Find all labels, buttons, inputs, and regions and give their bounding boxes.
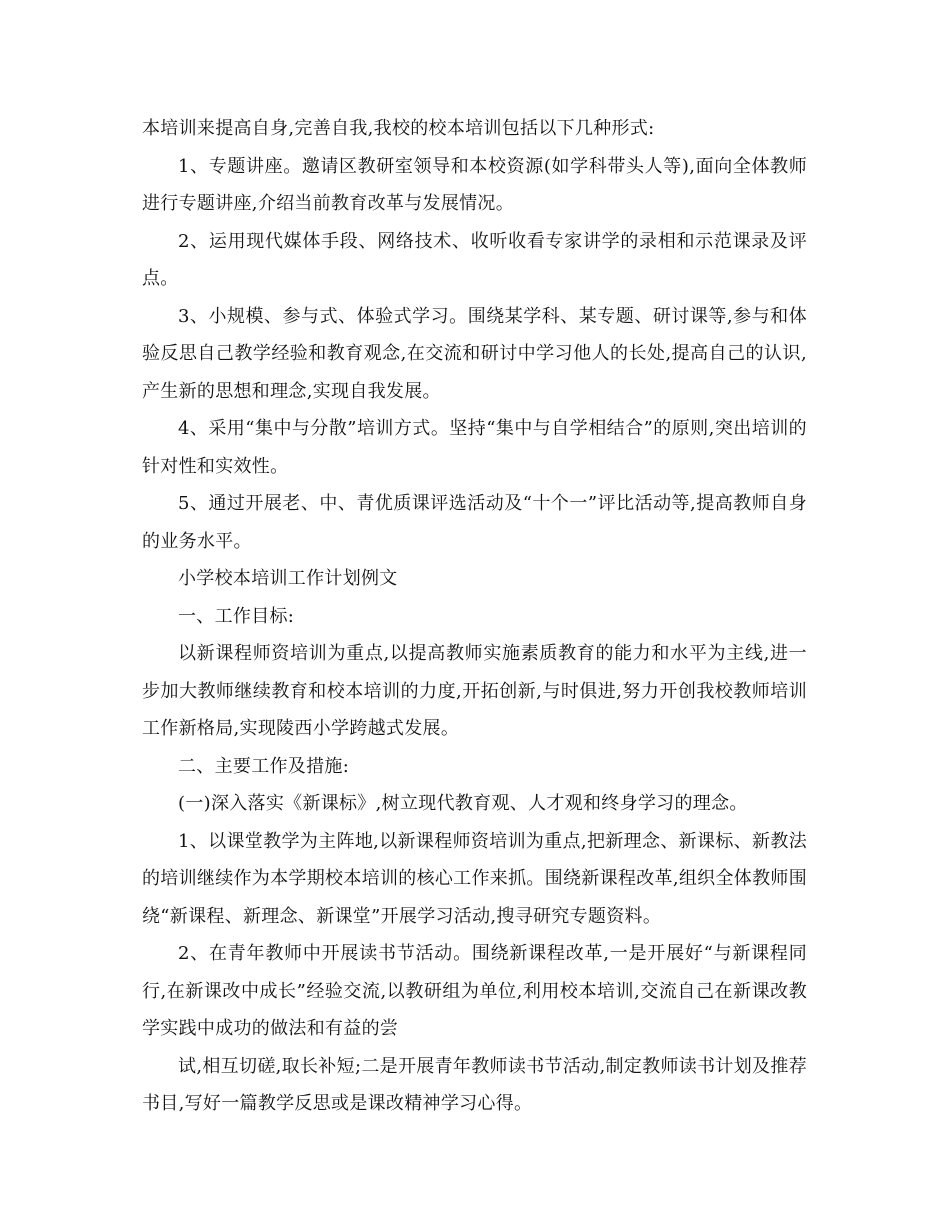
section-title: 小学校本培训工作计划例文: [178, 568, 398, 589]
document-body: [142, 110, 807, 1123]
paragraph-intro: 本培训来提高自身,完善自我,我校的校本培训包括以下几种形式:: [142, 118, 655, 139]
paragraph-measure-1: 1、以课堂教学为主阵地,以新课程师资培训为重点,把新理念、新课标、新教法的培训继续作为本学期校本培训的核心工作来抓。围绕新课程改革,组织全体教师围绕“新课程、新理念、新课堂”开展学习活动,搜寻研究专题资料。: [142, 830, 807, 927]
paragraph-item-4: 4、采用“集中与分散”培训方式。坚持“集中与自学相结合”的原则,突出培训的针对性和实效性。: [142, 418, 807, 477]
paragraph-measure-2-cont: 试,相互切磋,取长补短;二是开展青年教师读书节活动,制定教师读书计划及推荐书目,写好一篇教学反思或是课改精神学习心得。: [142, 1055, 807, 1114]
subheading-curriculum: (一)深入落实《新课标》,树立现代教育观、人才观和终身学习的理念。: [178, 793, 748, 814]
paragraph-item-3: 3、小规模、参与式、体验式学习。围绕某学科、某专题、研讨课等,参与和体验反思自己教学经验和教育观念,在交流和研讨中学习他人的长处,提高自己的认识,产生新的思想和理念,实现自我发展。: [142, 305, 807, 402]
paragraph-goals: 以新课程师资培训为重点,以提高教师实施素质教育的能力和水平为主线,进一步加大教师继续教育和校本培训的力度,开拓创新,与时俱进,努力开创我校教师培训工作新格局,实现陵西小学跨越式发展。: [142, 643, 807, 739]
paragraph-item-2: 2、运用现代媒体手段、网络技术、收听收看专家讲学的录相和示范课录及评点。: [142, 230, 807, 289]
heading-main-work: 二、主要工作及措施:: [178, 755, 350, 777]
paragraph-item-1: 1、专题讲座。邀请区教研室领导和本校资源(如学科带头人等),面向全体教师进行专题讲座,介绍当前教育改革与发展情况。: [142, 155, 807, 214]
heading-work-goals: 一、工作目标:: [178, 605, 295, 627]
paragraph-measure-2: 2、在青年教师中开展读书节活动。围绕新课程改革,一是开展好“与新课程同行,在新课改中成长”经验交流,以教研组为单位,利用校本培训,交流自己在新课改教学实践中成功的做法和有益的尝: [142, 943, 807, 1039]
paragraph-item-5: 5、通过开展老、中、青优质课评选活动及“十个一”评比活动等,提高教师自身的业务水平。: [142, 493, 807, 552]
